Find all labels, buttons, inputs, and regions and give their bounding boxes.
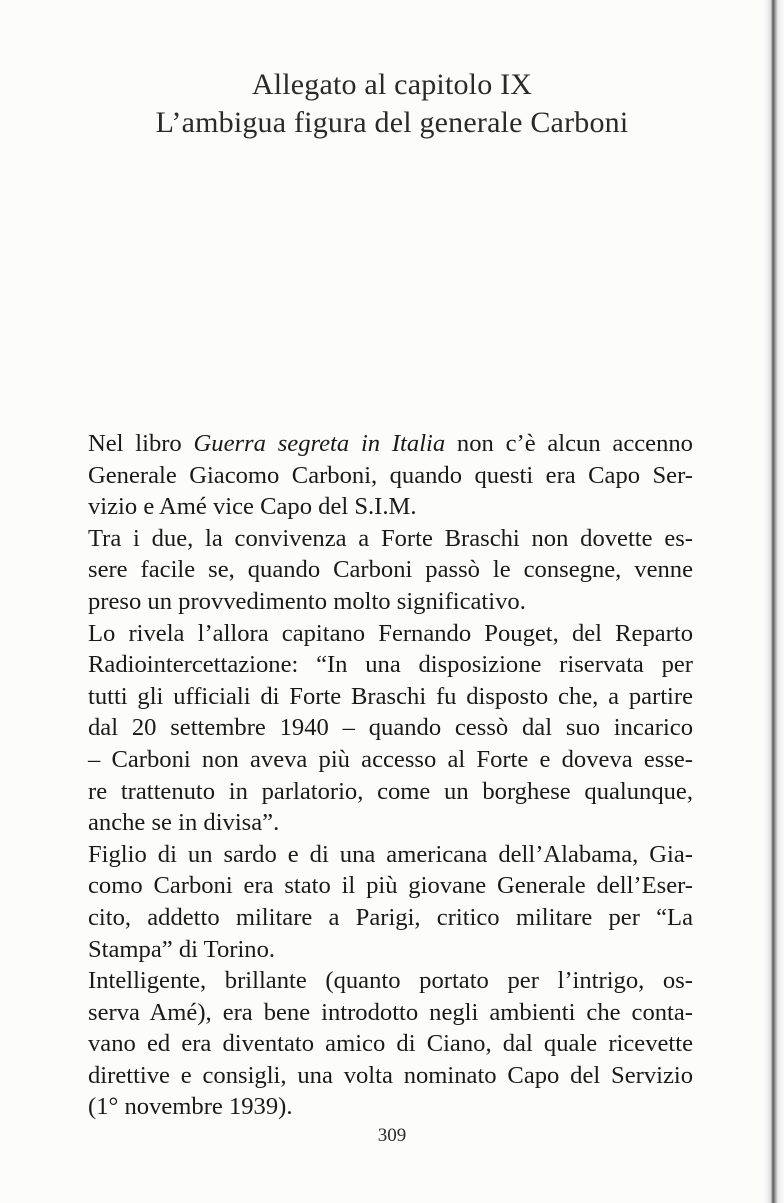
text-line: (1° novembre 1939). bbox=[88, 1093, 293, 1121]
paragraph bbox=[76, 618, 693, 839]
page-edge bbox=[762, 0, 784, 1203]
text-line: direttive e consigli, una volta nominato Capo del Servizio bbox=[88, 1061, 693, 1089]
text-line: serva Amé), era bene introdotto negli ambienti che conta- bbox=[88, 998, 693, 1026]
text-line: – Carboni non aveva più accesso al Forte e doveva esse- bbox=[88, 745, 693, 773]
text-line: Intelligente, brillante (quanto portato per l’intrigo, os- bbox=[88, 967, 693, 995]
text-line: vizio e Amé vice Capo del S.I.M. bbox=[88, 493, 417, 521]
text-line: tutti gli ufficiali di Forte Braschi fu disposto che, a partire bbox=[88, 682, 693, 710]
paragraph bbox=[76, 965, 693, 1123]
text-line: Generale Giacomo Carboni, quando questi era Capo Ser- bbox=[88, 461, 693, 489]
chapter-heading bbox=[0, 66, 784, 142]
text-line: Figlio di un sardo e di una americana dell’Alabama, Gia- bbox=[88, 840, 693, 868]
page-number: 309 bbox=[377, 1125, 407, 1146]
text-line: dal 20 settembre 1940 – quando cessò dal suo incarico bbox=[88, 714, 693, 742]
paragraph bbox=[76, 523, 693, 618]
text-line: como Carboni era stato il più giovane Generale dell’Eser- bbox=[88, 872, 693, 900]
text-line: Radiointercettazione: “In una disposizione riservata per bbox=[88, 651, 693, 679]
body-text bbox=[76, 428, 693, 1123]
text-line: Tra i due, la convivenza a Forte Braschi non dovette es- bbox=[88, 524, 693, 552]
paragraph bbox=[76, 428, 693, 523]
paragraph bbox=[76, 839, 693, 965]
text-line: cito, addetto militare a Parigi, critico militare per “La bbox=[88, 903, 693, 931]
text-line: Stampa” di Torino. bbox=[88, 935, 276, 963]
text-line: Nel libro Guerra segreta in Italia non c’è alcun accenno bbox=[88, 430, 693, 457]
text-line: Lo rivela l’allora capitano Fernando Pouget, del Reparto bbox=[88, 619, 693, 647]
text-line: re trattenuto in parlatorio, come un borghese qualunque, bbox=[88, 777, 693, 805]
text-line: anche se in divisa”. bbox=[88, 809, 280, 837]
appendix-title: Allegato al capitolo IX bbox=[251, 68, 533, 101]
book-title: Guerra segreta in Italia bbox=[193, 430, 446, 457]
text-line: vano ed era diventato amico di Ciano, dal quale ricevette bbox=[88, 1030, 693, 1058]
text-line: sere facile se, quando Carboni passò le consegne, venne bbox=[88, 556, 693, 584]
text-line: preso un provvedimento molto significativo. bbox=[88, 587, 526, 615]
appendix-subtitle: L’ambigua figura del generale Carboni bbox=[155, 106, 629, 139]
